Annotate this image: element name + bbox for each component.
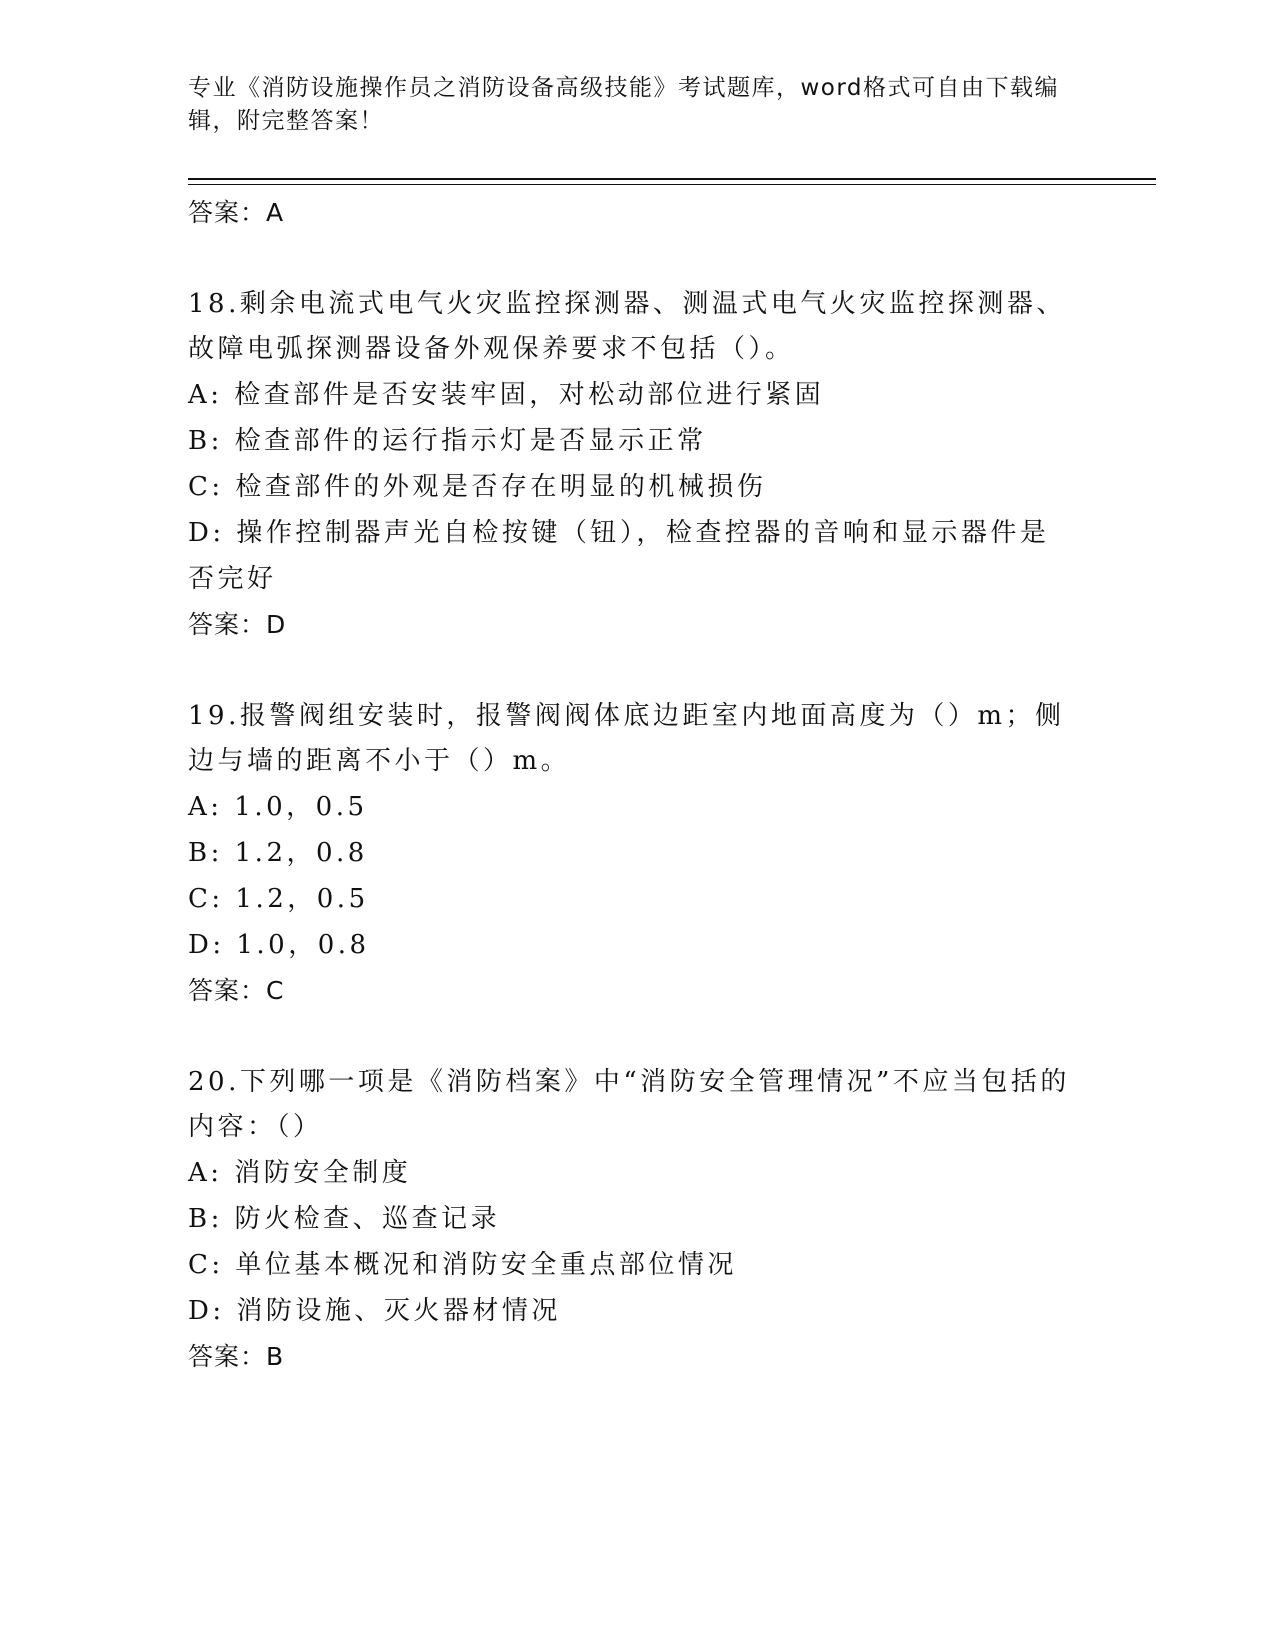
option-a: A: 消防安全制度 (188, 1158, 412, 1188)
option-c: C: 检查部件的外观是否存在明显的机械损伤 (188, 472, 767, 502)
option-d: D: 操作控制器声光自检按键（钮），检查控器的音响和显示器件是否完好 (188, 518, 1050, 594)
option-a: A: 检查部件是否安装牢固，对松动部位进行紧固 (188, 380, 825, 410)
option-b: B: 检查部件的运行指示灯是否显示正常 (188, 426, 707, 456)
question-19 (188, 694, 1088, 1014)
option-d: D: 1.0，0.8 (188, 930, 370, 960)
question-20 (188, 1060, 1088, 1380)
option-c: C: 1.2，0.5 (188, 884, 369, 914)
option-a: A: 1.0，0.5 (188, 792, 368, 822)
question-answer: 答案：D (188, 610, 287, 639)
option-c: C: 单位基本概况和消防安全重点部位情况 (188, 1250, 737, 1280)
question-18 (188, 282, 1088, 648)
question-stem: 20.下列哪一项是《消防档案》中“消防安全管理情况”不应当包括的内容：（） (188, 1067, 1070, 1142)
question-answer: 答案：C (188, 976, 285, 1005)
previous-answer: 答案：A (188, 198, 285, 227)
question-answer: 答案：B (188, 1342, 285, 1371)
option-b: B: 防火检查、巡查记录 (188, 1204, 501, 1234)
question-stem: 19.报警阀组安装时，报警阀阀体底边距室内地面高度为（）m；侧边与墙的距离不小于（）m。 (188, 701, 1065, 776)
option-b: B: 1.2，0.8 (188, 838, 368, 868)
option-d: D: 消防设施、灭火器材情况 (188, 1296, 561, 1326)
header-divider-thin (188, 184, 1156, 185)
document-header: 专业《消防设施操作员之消防设备高级技能》考试题库，word格式可自由下载编辑，附完整答案！ (188, 75, 1060, 134)
question-list (188, 190, 1088, 1380)
header-divider-thick (188, 178, 1156, 180)
question-stem: 18.剩余电流式电气火灾监控探测器、测温式电气火灾监控探测器、故障电弧探测器设备外观保养要求不包括（）。 (188, 289, 1066, 364)
